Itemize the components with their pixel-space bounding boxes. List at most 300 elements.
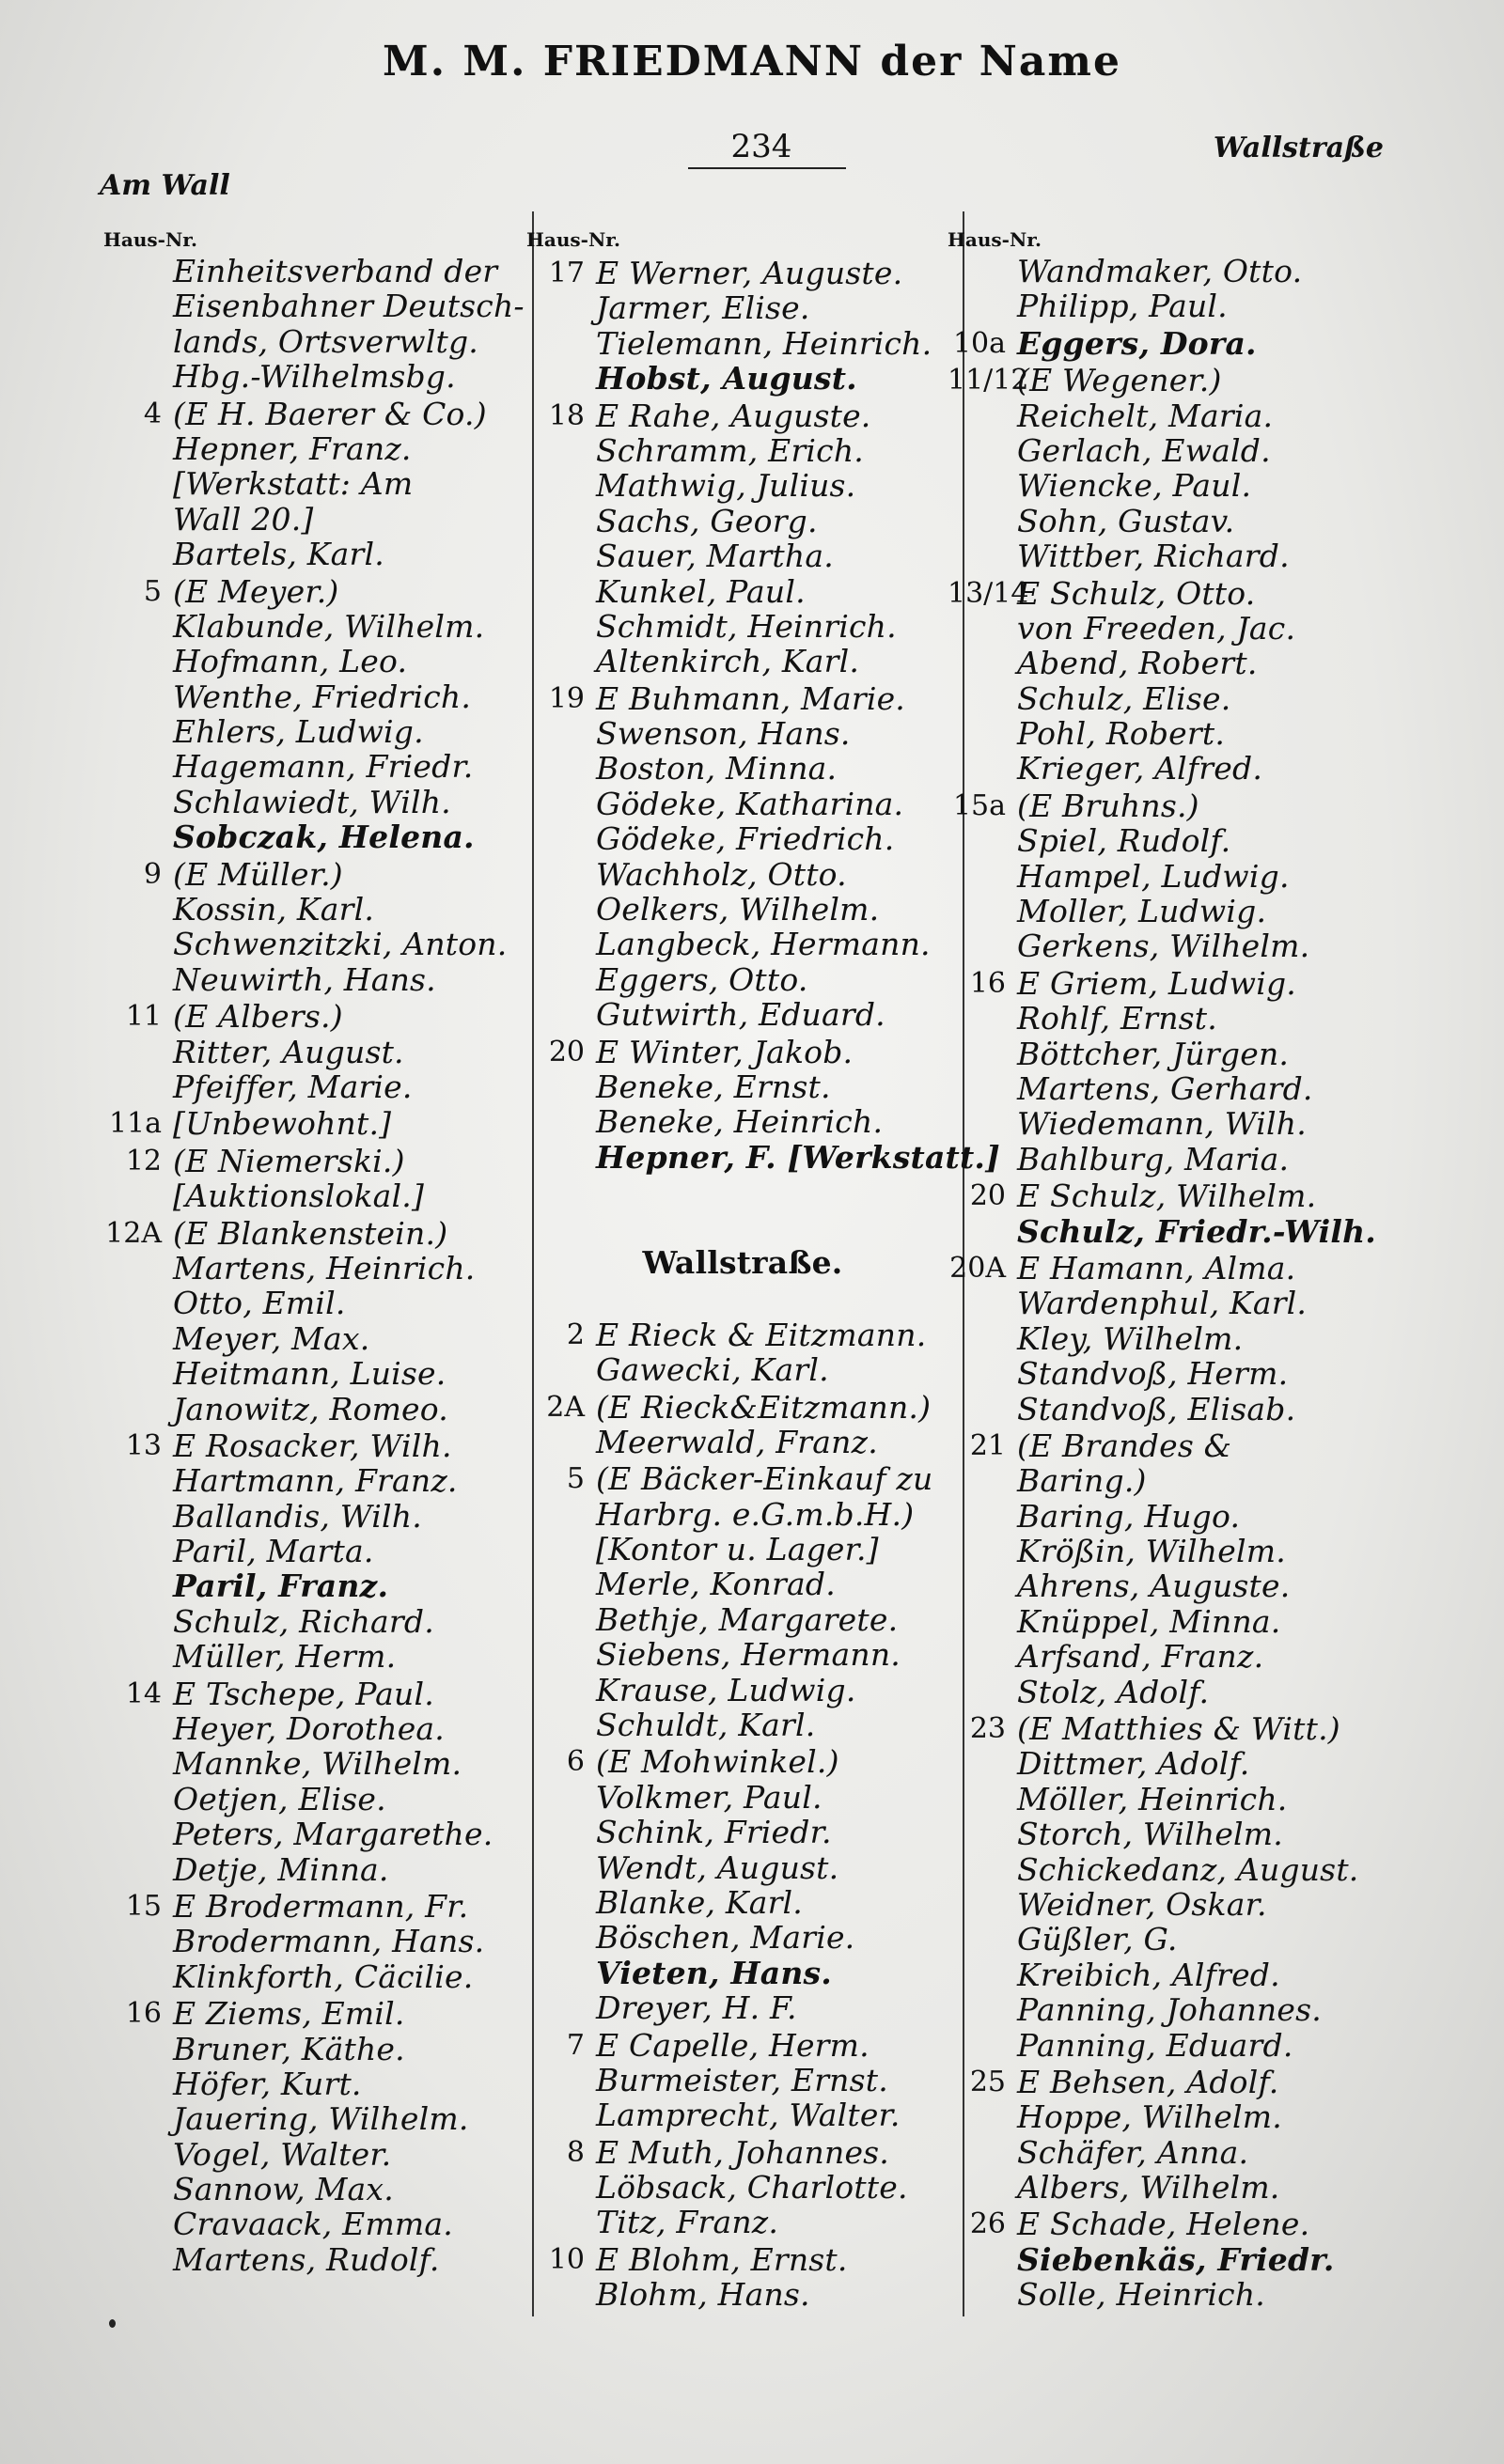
house-number xyxy=(103,1251,173,1286)
house-number xyxy=(103,1178,173,1213)
resident-name: Burmeister, Ernst. xyxy=(596,2061,888,2098)
resident-name: Möller, Heinrich. xyxy=(1017,1780,1288,1817)
resident-name: Einheitsverband der xyxy=(173,253,498,289)
directory-entry xyxy=(526,1532,959,1567)
house-number xyxy=(948,1817,1017,1851)
house-number xyxy=(948,1071,1017,1106)
directory-entry xyxy=(526,2277,959,2312)
house-number xyxy=(948,1852,1017,1887)
directory-entry xyxy=(948,1639,1474,1674)
directory-entry xyxy=(948,1746,1474,1781)
house-number xyxy=(103,962,173,997)
directory-entry xyxy=(948,788,1474,823)
directory-entry xyxy=(948,859,1474,894)
directory-entry xyxy=(526,2170,959,2205)
resident-name: Jauering, Wilhelm. xyxy=(173,2100,469,2138)
directory-entry xyxy=(948,1392,1474,1427)
resident-name: Gödeke, Katharina. xyxy=(596,785,904,822)
house-number xyxy=(526,609,596,644)
house-number xyxy=(526,751,596,786)
house-number xyxy=(948,2242,1017,2277)
house-number xyxy=(948,433,1017,468)
house-number: 20 xyxy=(548,1035,585,1068)
directory-entry xyxy=(526,504,959,538)
directory-entry xyxy=(103,1639,526,1674)
house-number xyxy=(526,1780,596,1815)
resident-name: Martens, Gerhard. xyxy=(1017,1069,1313,1107)
resident-name: Otto, Emil. xyxy=(173,1285,346,1322)
resident-name: E Capelle, Herm. xyxy=(596,2026,870,2064)
house-number xyxy=(103,254,173,289)
resident-name: (E H. Baerer & Co.) xyxy=(173,395,487,432)
directory-entry xyxy=(948,1037,1474,1071)
house-number xyxy=(526,997,596,1032)
house-number: 11 xyxy=(125,1000,162,1034)
house-number xyxy=(526,1280,596,1315)
house-number: 13 xyxy=(125,1428,162,1462)
house-number xyxy=(526,962,596,997)
resident-name: Reichelt, Maria. xyxy=(1017,397,1274,434)
resident-name: Gerlach, Ewald. xyxy=(1017,431,1271,469)
house-number: 26 xyxy=(969,2207,1006,2241)
resident-name: Gerkens, Wilhelm. xyxy=(1017,928,1310,965)
resident-name: Eggers, Dora. xyxy=(1017,324,1257,362)
directory-entry xyxy=(103,1499,526,1534)
directory-entry xyxy=(948,1071,1474,1106)
house-number xyxy=(103,749,173,784)
resident-name: Gödeke, Friedrich. xyxy=(596,820,895,858)
house-number xyxy=(103,1321,173,1356)
directory-entry xyxy=(103,1568,526,1603)
house-number xyxy=(526,574,596,609)
resident-name: Wendt, August. xyxy=(596,1848,839,1886)
directory-entry xyxy=(103,962,526,997)
house-number xyxy=(103,819,173,854)
directory-entry xyxy=(526,962,959,997)
house-number xyxy=(526,1815,596,1849)
house-number xyxy=(526,1885,596,1920)
house-number xyxy=(103,324,173,359)
house-number xyxy=(103,1959,173,1994)
directory-entry xyxy=(526,857,959,892)
house-number: 19 xyxy=(548,681,585,715)
resident-name: Müller, Herm. xyxy=(173,1638,397,1676)
resident-name: Volkmer, Paul. xyxy=(596,1778,822,1816)
house-number xyxy=(526,644,596,678)
house-number xyxy=(948,1463,1017,1498)
directory-entry xyxy=(526,1138,1000,1176)
directory-entry xyxy=(948,1817,1474,1851)
directory-entry xyxy=(948,1534,1474,1568)
resident-name: Standvoß, Elisab. xyxy=(1017,1390,1296,1427)
resident-name: lands, Ortsverwltg. xyxy=(173,322,478,360)
resident-name: Brodermann, Hans. xyxy=(173,1923,485,1960)
house-number xyxy=(526,1210,596,1245)
house-number xyxy=(526,2063,596,2098)
house-number xyxy=(103,1463,173,1498)
directory-entry xyxy=(948,2277,1474,2312)
resident-name: Bruner, Käthe. xyxy=(173,2030,405,2067)
house-number xyxy=(948,2135,1017,2170)
resident-name: (E Niemerski.) xyxy=(173,1142,405,1179)
column-3 xyxy=(948,226,1474,2313)
resident-name: Ahrens, Auguste. xyxy=(1017,1567,1291,1605)
directory-entry xyxy=(948,363,1474,398)
directory-entry xyxy=(103,714,526,749)
directory-entry xyxy=(948,254,1474,289)
resident-name: Krause, Ludwig. xyxy=(596,1671,856,1708)
resident-name: Wandmaker, Otto. xyxy=(1017,253,1303,289)
directory-entry xyxy=(103,2207,526,2241)
directory-entry xyxy=(948,1321,1474,1356)
house-number xyxy=(948,2099,1017,2134)
house-number: 11a xyxy=(108,1107,162,1141)
house-number: 20A xyxy=(949,1251,1006,1285)
directory-entry xyxy=(103,1889,526,1924)
house-number xyxy=(103,927,173,961)
directory-entry xyxy=(948,1711,1474,1746)
directory-entry xyxy=(103,1924,526,1958)
directory-entry xyxy=(948,1568,1474,1603)
directory-entry xyxy=(103,502,526,537)
house-number xyxy=(103,1924,173,1958)
resident-name: E Blohm, Ernst. xyxy=(596,2240,848,2278)
resident-name: Vogel, Walter. xyxy=(173,2135,392,2173)
house-number xyxy=(103,2242,173,2277)
ink-speck xyxy=(109,2319,116,2328)
house-number: 21 xyxy=(969,1428,1006,1462)
resident-name: Titz, Franz. xyxy=(596,2204,779,2241)
house-number xyxy=(526,538,596,573)
directory-entry xyxy=(526,361,959,396)
directory-entry xyxy=(103,1144,526,1178)
resident-name: Sobczak, Helena. xyxy=(173,819,475,856)
directory-entry xyxy=(103,2101,526,2136)
house-number xyxy=(526,1850,596,1885)
resident-name: Pohl, Robert. xyxy=(1017,715,1226,753)
directory-entry xyxy=(948,1178,1474,1213)
house-number xyxy=(948,1142,1017,1177)
resident-name: E Schulz, Otto. xyxy=(1017,574,1256,612)
resident-name: Kreibich, Alfred. xyxy=(1017,1956,1280,1993)
directory-entry xyxy=(526,1461,959,1496)
directory-entry xyxy=(103,927,526,961)
directory-entry xyxy=(103,1106,526,1141)
directory-entry xyxy=(948,823,1474,858)
directory-entry xyxy=(948,1463,1474,1498)
resident-name: Höfer, Kurt. xyxy=(173,2065,362,2102)
resident-name: Philipp, Paul. xyxy=(1017,288,1228,325)
resident-name: Bethje, Margarete. xyxy=(596,1600,899,1638)
directory-entry xyxy=(103,785,526,819)
house-number xyxy=(948,289,1017,323)
resident-name: Mannke, Wilhelm. xyxy=(173,1745,462,1783)
directory-entry xyxy=(526,1885,959,1920)
directory-entry xyxy=(948,1499,1474,1534)
section-heading xyxy=(526,1245,959,1280)
directory-entry xyxy=(526,892,959,927)
house-number xyxy=(103,466,173,501)
resident-name: Panning, Eduard. xyxy=(1017,2026,1293,2064)
house-number xyxy=(948,894,1017,928)
house-number xyxy=(526,361,596,396)
resident-name: (E Bäcker-Einkauf zu xyxy=(596,1460,933,1498)
resident-name: Böschen, Marie. xyxy=(596,1919,855,1957)
resident-name: E Ziems, Emil. xyxy=(173,1995,405,2033)
resident-name: E Tschepe, Paul. xyxy=(173,1675,434,1712)
directory-entry xyxy=(526,1280,959,1315)
directory-entry xyxy=(948,1106,1474,1141)
directory-entry xyxy=(948,681,1474,716)
house-number xyxy=(948,468,1017,503)
hausnr-label: Haus-Nr. xyxy=(948,228,1042,251)
directory-entry xyxy=(526,290,959,325)
house-number xyxy=(526,1602,596,1637)
house-number xyxy=(103,1499,173,1534)
house-number xyxy=(948,611,1017,646)
house-number xyxy=(526,1069,596,1104)
house-number xyxy=(948,1746,1017,1781)
resident-name: Schwenzitzki, Anton. xyxy=(173,926,508,963)
resident-name: Wenthe, Friedrich. xyxy=(173,678,472,715)
resident-name: E Rieck & Eitzmann. xyxy=(596,1316,927,1353)
directory-entry xyxy=(526,2242,959,2277)
directory-entry xyxy=(948,1251,1474,1286)
directory-entry xyxy=(526,1104,959,1139)
house-number xyxy=(526,821,596,856)
directory-entry xyxy=(526,1673,959,1708)
directory-entry xyxy=(948,576,1474,611)
house-number: 5 xyxy=(566,1462,585,1496)
house-number: 2A xyxy=(546,1390,585,1424)
resident-name: E Brodermann, Fr. xyxy=(173,1887,469,1925)
resident-name: (E Müller.) xyxy=(173,855,343,893)
directory-entry xyxy=(103,1604,526,1639)
directory-entry xyxy=(948,2135,1474,2170)
directory-entry xyxy=(526,681,959,716)
resident-name: (E Matthies & Witt.) xyxy=(1017,1710,1340,1748)
resident-name: Siebenkäs, Friedr. xyxy=(1017,2240,1335,2278)
house-number xyxy=(948,1286,1017,1320)
directory-entry xyxy=(948,751,1474,786)
house-number xyxy=(948,1604,1017,1639)
directory-entry xyxy=(103,1959,526,1994)
house-number xyxy=(948,1534,1017,1568)
directory-entry xyxy=(948,398,1474,433)
house-number xyxy=(526,1425,596,1459)
directory-entry xyxy=(948,1286,1474,1320)
house-number: 10a xyxy=(952,326,1006,360)
directory-entry xyxy=(526,927,959,961)
resident-name: [Unbewohnt.] xyxy=(173,1105,392,1143)
directory-entry xyxy=(103,537,526,571)
resident-name: Knüppel, Minna. xyxy=(1017,1602,1281,1640)
resident-name: Hoppe, Wilhelm. xyxy=(1017,2098,1282,2136)
directory-entry xyxy=(526,1637,959,1672)
resident-name: Schramm, Erich. xyxy=(596,431,864,469)
resident-name: Schickedanz, August. xyxy=(1017,1850,1359,1888)
house-number xyxy=(948,2028,1017,2063)
house-number xyxy=(948,538,1017,573)
directory-entry xyxy=(103,254,526,289)
resident-name: Klinkforth, Cäcilie. xyxy=(173,1957,474,1995)
directory-entry xyxy=(948,289,1474,323)
resident-name: Hampel, Ludwig. xyxy=(1017,857,1290,895)
house-number xyxy=(526,504,596,538)
house-number: 25 xyxy=(969,2065,1006,2098)
resident-name: Weidner, Oskar. xyxy=(1017,1885,1267,1923)
directory-entry xyxy=(103,1428,526,1463)
house-number: 17 xyxy=(548,257,585,289)
resident-name: Paril, Marta. xyxy=(173,1533,374,1570)
house-number xyxy=(526,326,596,361)
house-number xyxy=(948,1782,1017,1817)
resident-name: Lamprecht, Walter. xyxy=(596,2097,901,2134)
street-header-left: Am Wall xyxy=(100,169,230,202)
resident-name: Wall 20.] xyxy=(173,500,314,538)
directory-entry xyxy=(103,1676,526,1711)
resident-name: Wachholz, Otto. xyxy=(596,855,847,893)
house-number xyxy=(526,1532,596,1567)
house-number xyxy=(103,2066,173,2101)
house-number xyxy=(103,1286,173,1320)
directory-entry xyxy=(526,2028,959,2063)
directory-entry xyxy=(103,2172,526,2207)
resident-name: Klabunde, Wilhelm. xyxy=(173,607,485,645)
directory-entry xyxy=(948,1604,1474,1639)
house-number xyxy=(103,2207,173,2241)
resident-name: Oetjen, Elise. xyxy=(173,1780,386,1817)
house-number xyxy=(948,1675,1017,1709)
resident-name: Abend, Robert. xyxy=(1017,645,1258,682)
directory-entry xyxy=(103,1534,526,1568)
resident-name: E Griem, Ludwig. xyxy=(1017,964,1296,1002)
house-number: 6 xyxy=(566,1745,585,1779)
directory-entry xyxy=(948,468,1474,503)
directory-entry xyxy=(103,819,526,854)
resident-name: Hepner, F. [Werkstatt.] xyxy=(596,1138,1000,1176)
house-number xyxy=(948,1639,1017,1674)
resident-name: Schulz, Friedr.-Wilh. xyxy=(1017,1212,1376,1250)
resident-name: Heyer, Dorothea. xyxy=(173,1710,445,1748)
directory-entry xyxy=(103,1035,526,1069)
resident-name: Bahlburg, Maria. xyxy=(1017,1140,1290,1177)
house-number xyxy=(526,716,596,751)
house-number xyxy=(103,1356,173,1391)
house-number xyxy=(103,2137,173,2172)
resident-name: (E Meyer.) xyxy=(173,572,339,610)
resident-name: [Werkstatt: Am xyxy=(173,465,414,503)
resident-name: Schäfer, Anna. xyxy=(1017,2133,1249,2171)
resident-name: Albers, Wilhelm. xyxy=(1017,2169,1280,2207)
directory-entry xyxy=(948,1957,1474,1992)
house-number xyxy=(103,1711,173,1746)
resident-name: Rohlf, Ernst. xyxy=(1017,1000,1217,1037)
house-number: 2 xyxy=(566,1318,585,1351)
resident-name: Beneke, Heinrich. xyxy=(596,1103,884,1141)
house-number xyxy=(103,1392,173,1427)
directory-entry xyxy=(526,1069,959,1104)
house-number xyxy=(103,1746,173,1781)
house-number xyxy=(103,1639,173,1674)
directory-entry xyxy=(948,2170,1474,2205)
resident-name: Panning, Johannes. xyxy=(1017,1991,1322,2029)
directory-entry xyxy=(526,326,959,361)
house-number xyxy=(103,679,173,714)
house-number xyxy=(526,1497,596,1532)
directory-entry xyxy=(948,646,1474,680)
directory-entry xyxy=(948,1356,1474,1391)
resident-name: Sauer, Martha. xyxy=(596,538,834,575)
house-number: 20 xyxy=(969,1179,1006,1213)
directory-entry xyxy=(526,1318,959,1352)
directory-entry xyxy=(526,2205,959,2239)
resident-name: Pfeiffer, Marie. xyxy=(173,1068,413,1105)
resident-name: Moller, Ludwig. xyxy=(1017,893,1267,930)
directory-entry xyxy=(948,538,1474,573)
house-number xyxy=(526,2170,596,2205)
resident-name: Ritter, August. xyxy=(173,1033,404,1070)
directory-entry xyxy=(526,1352,959,1387)
resident-name: Jarmer, Elise. xyxy=(596,289,810,327)
house-number xyxy=(103,537,173,571)
house-number xyxy=(948,751,1017,786)
resident-name: Hagemann, Friedr. xyxy=(173,748,474,786)
house-number xyxy=(948,2277,1017,2312)
house-number: 7 xyxy=(566,2028,585,2062)
resident-name: Ballandis, Wilh. xyxy=(173,1497,422,1535)
house-number xyxy=(103,1817,173,1851)
house-number xyxy=(526,892,596,927)
house-number: 12 xyxy=(125,1144,162,1177)
resident-name: Langbeck, Hermann. xyxy=(596,926,931,963)
resident-name: Mathwig, Julius. xyxy=(596,467,856,505)
resident-name: E Hamann, Alma. xyxy=(1017,1249,1296,1287)
page-headline: M. M. FRIEDMANN der Name xyxy=(383,38,1121,86)
house-number xyxy=(526,1990,596,2025)
directory-entry xyxy=(526,1390,959,1425)
directory-entry xyxy=(948,1142,1474,1177)
resident-name: Ehlers, Ludwig. xyxy=(173,713,424,751)
house-number xyxy=(948,681,1017,716)
house-number xyxy=(103,1035,173,1069)
directory-entry xyxy=(526,997,959,1032)
resident-name: Güßler, G. xyxy=(1017,1921,1178,1958)
house-number xyxy=(948,1887,1017,1922)
resident-name: Sannow, Max. xyxy=(173,2171,394,2208)
directory-entry xyxy=(948,2065,1474,2099)
resident-name: Standvoß, Herm. xyxy=(1017,1355,1289,1393)
resident-name: Sohn, Gustav. xyxy=(1017,502,1235,539)
house-number: 16 xyxy=(969,966,1006,1000)
directory-entry xyxy=(948,611,1474,646)
house-number xyxy=(103,1534,173,1568)
directory-entry xyxy=(526,1497,959,1532)
directory-entry xyxy=(526,821,959,856)
house-number xyxy=(526,290,596,325)
resident-name: Blanke, Karl. xyxy=(596,1883,803,1921)
house-number xyxy=(948,1392,1017,1427)
house-number xyxy=(948,1001,1017,1036)
directory-entry xyxy=(103,2032,526,2066)
resident-name: (E Brandes & xyxy=(1017,1427,1232,1464)
directory-entry xyxy=(526,1956,959,1990)
directory-entry xyxy=(948,1214,1474,1249)
resident-name: Kley, Wilhelm. xyxy=(1017,1319,1244,1357)
directory-entry xyxy=(526,433,959,468)
directory-entry xyxy=(948,1852,1474,1887)
directory-entry xyxy=(526,1744,959,1779)
